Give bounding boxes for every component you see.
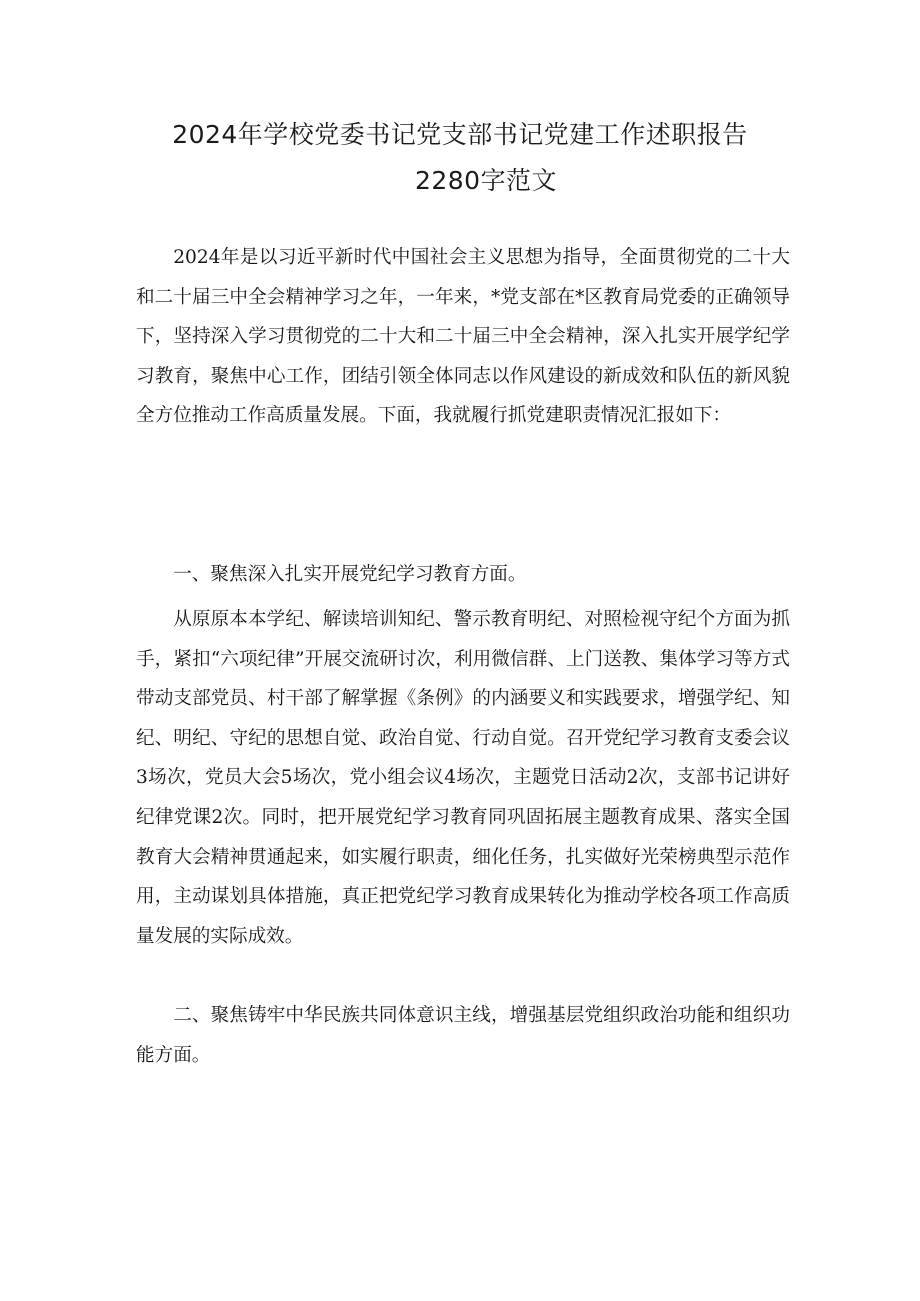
section-heading-text: 一、聚焦深入扎实开展党纪学习教育方面。 — [173, 564, 527, 585]
document-title — [0, 112, 920, 204]
title-line-2: 2280字范文 — [414, 166, 558, 195]
section-heading-text: 二、聚焦铸牢中华民族共同体意识主线，增强基层党组织政治功能和组织功能方面。 — [136, 1005, 790, 1066]
paragraph-text: 从原原本本学纪、解读培训知纪、警示教育明纪、对照检视守纪个方面为抓手，紧扣“六项纪律”开展交流研讨次，利用微信群、上门送教、集体学习等方式带动支部党员、村干部了解掌握《条例》的内涵要义和实践要求，增强学纪、知纪、明纪、守纪的思想自觉、政治自觉、行动自觉。召开党纪学习教育支委会议3场次，党员大会5场次，党小组会议4场次，主题党日活动2次，支部书记讲好纪律党课2次。同时，把开展党纪学习教育同巩固拓展主题教育成果、落实全国教育大会精神贯通起来，如实履行职责，细化任务，扎实做好光荣榜典型示范作用，主动谋划具体措施，真正把党纪学习教育成果转化为推动学校各项工作高质量发展的实际成效。 — [136, 609, 790, 947]
paragraph-text: 2024年是以习近平新时代中国社会主义思想为指导，全面贯彻党的二十大和二十届三中全会精神学习之年，一年来，*党支部在*区教育局党委的正确领导下，坚持深入学习贯彻党的二十大和二十届三中全会精神，深入扎实开展学纪学习教育，聚焦中心工作，团结引领全体同志以作风建设的新成效和队伍的新风貌全方位推动工作高质量发展。下面，我就履行抓党建职责情况汇报如下： — [136, 247, 790, 427]
title-line-1: 2024年学校党委书记党支部书记党建工作述职报告 — [172, 120, 748, 149]
section-heading-2 — [136, 996, 790, 1075]
body-paragraph-section-1 — [136, 600, 790, 956]
body-paragraph-intro — [136, 238, 790, 436]
section-heading-1 — [136, 555, 790, 595]
